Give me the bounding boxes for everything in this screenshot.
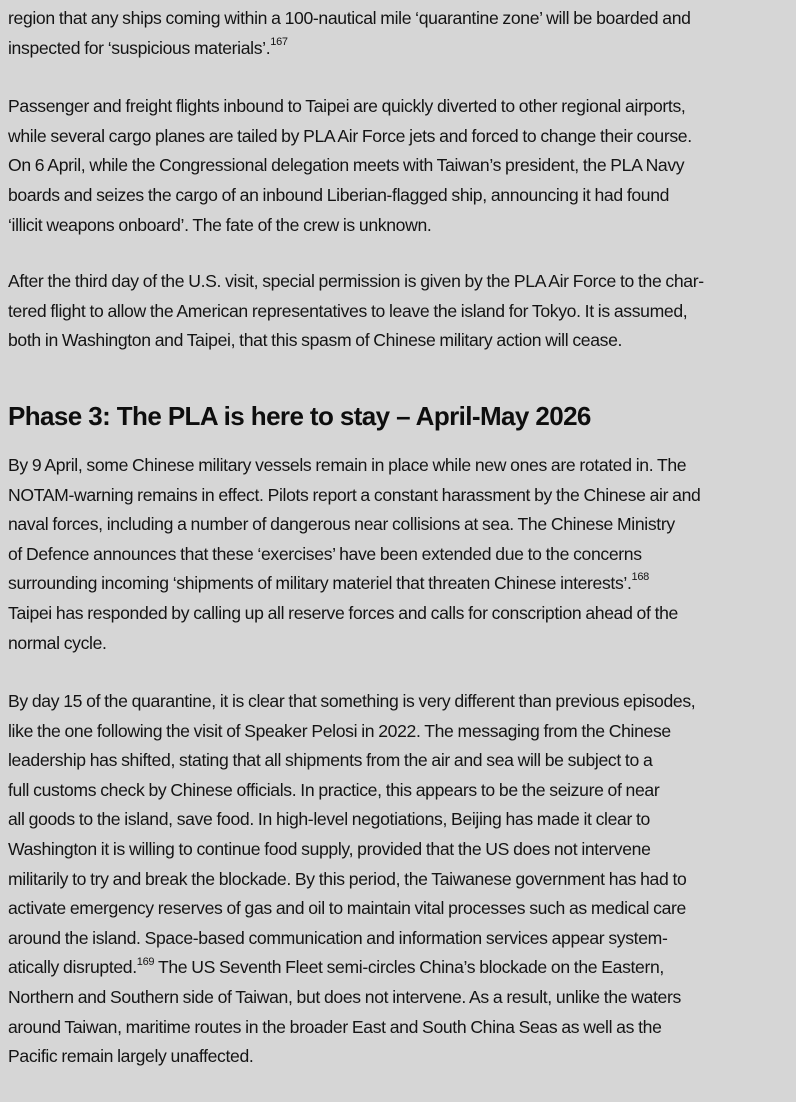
text-line: Passenger and freight flights inbound to Taipei are quickly diverted to other regional airports, <box>8 96 686 117</box>
text-line <box>8 569 786 599</box>
text-line <box>8 953 786 983</box>
text-line: boards and seizes the cargo of an inbound Liberian-flagged ship, announcing it had found <box>8 184 670 205</box>
text-fragment: atically disrupted. <box>8 957 137 978</box>
paragraph-flights-diverted <box>8 92 786 240</box>
text-line: naval forces, including a number of dangerous near collisions at sea. The Chinese Ministry <box>8 514 675 535</box>
text-line: Taipei has responded by calling up all reserve forces and calls for conscription ahead of the <box>8 602 678 623</box>
footnote-ref-167[interactable]: 167 <box>270 35 288 48</box>
text-line: On 6 April, while the Congressional delegation meets with Taiwan’s president, the PLA Navy <box>8 155 685 176</box>
text-line: activate emergency reserves of gas and oil to maintain vital processes such as medical care <box>8 898 686 919</box>
text-line: full customs check by Chinese officials. In practice, this appears to be the seizure of near <box>8 779 660 800</box>
text-line: around the island. Space-based communication and information services appear system- <box>8 927 668 948</box>
paragraph-us-visit <box>8 267 786 356</box>
text-fragment: inspected for ‘suspicious materials’. <box>8 37 271 58</box>
text-line: of Defence announces that these ‘exercises’ have been extended due to the concerns <box>8 543 642 564</box>
text-line: By 9 April, some Chinese military vessels remain in place while new ones are rotated in. The <box>8 454 687 475</box>
text-line: ‘illicit weapons onboard’. The fate of the crew is unknown. <box>8 214 432 235</box>
text-line: tered flight to allow the American representatives to leave the island for Tokyo. It is assumed, <box>8 300 688 321</box>
text-line <box>8 34 786 64</box>
text-line: region that any ships coming within a 100-nautical mile ‘quarantine zone’ will be boarded and <box>8 8 691 28</box>
section-heading-phase-3: Phase 3: The PLA is here to stay – April-May 2026 <box>8 400 591 431</box>
text-line: Washington it is willing to continue food supply, provided that the US does not intervene <box>8 839 651 860</box>
text-line: militarily to try and break the blockade. By this period, the Taiwanese government has had to <box>8 868 687 889</box>
text-fragment: The US Seventh Fleet semi-circles China’s blockade on the Eastern, <box>154 957 664 978</box>
footnote-ref-168[interactable]: 168 <box>631 571 649 584</box>
paragraph-9-april <box>8 451 786 658</box>
text-line: After the third day of the U.S. visit, special permission is given by the PLA Air Force to the char- <box>8 271 704 292</box>
text-fragment: surrounding incoming ‘shipments of military materiel that threaten Chinese interests’. <box>8 573 632 594</box>
text-line: NOTAM-warning remains in effect. Pilots report a constant harassment by the Chinese air and <box>8 484 701 505</box>
text-line: By day 15 of the quarantine, it is clear that something is very different than previous episodes, <box>8 691 696 712</box>
text-line: Northern and Southern side of Taiwan, but does not intervene. As a result, unlike the waters <box>8 987 681 1008</box>
text-line: normal cycle. <box>8 632 107 653</box>
text-line: Pacific remain largely unaffected. <box>8 1046 254 1067</box>
footnote-ref-169[interactable]: 169 <box>136 955 155 968</box>
text-line: around Taiwan, maritime routes in the broader East and South China Seas as well as the <box>8 1016 662 1037</box>
text-line: while several cargo planes are tailed by PLA Air Force jets and forced to change their course. <box>8 125 692 146</box>
paragraph-day-15 <box>8 687 786 1072</box>
paragraph-quarantine-zone <box>8 4 786 63</box>
text-line: both in Washington and Taipei, that this spasm of Chinese military action will cease. <box>8 330 623 351</box>
text-line: like the one following the visit of Speaker Pelosi in 2022. The messaging from the Chinese <box>8 720 671 741</box>
text-line: leadership has shifted, stating that all shipments from the air and sea will be subject to a <box>8 750 653 771</box>
text-line: all goods to the island, save food. In high-level negotiations, Beijing has made it clear to <box>8 809 650 830</box>
